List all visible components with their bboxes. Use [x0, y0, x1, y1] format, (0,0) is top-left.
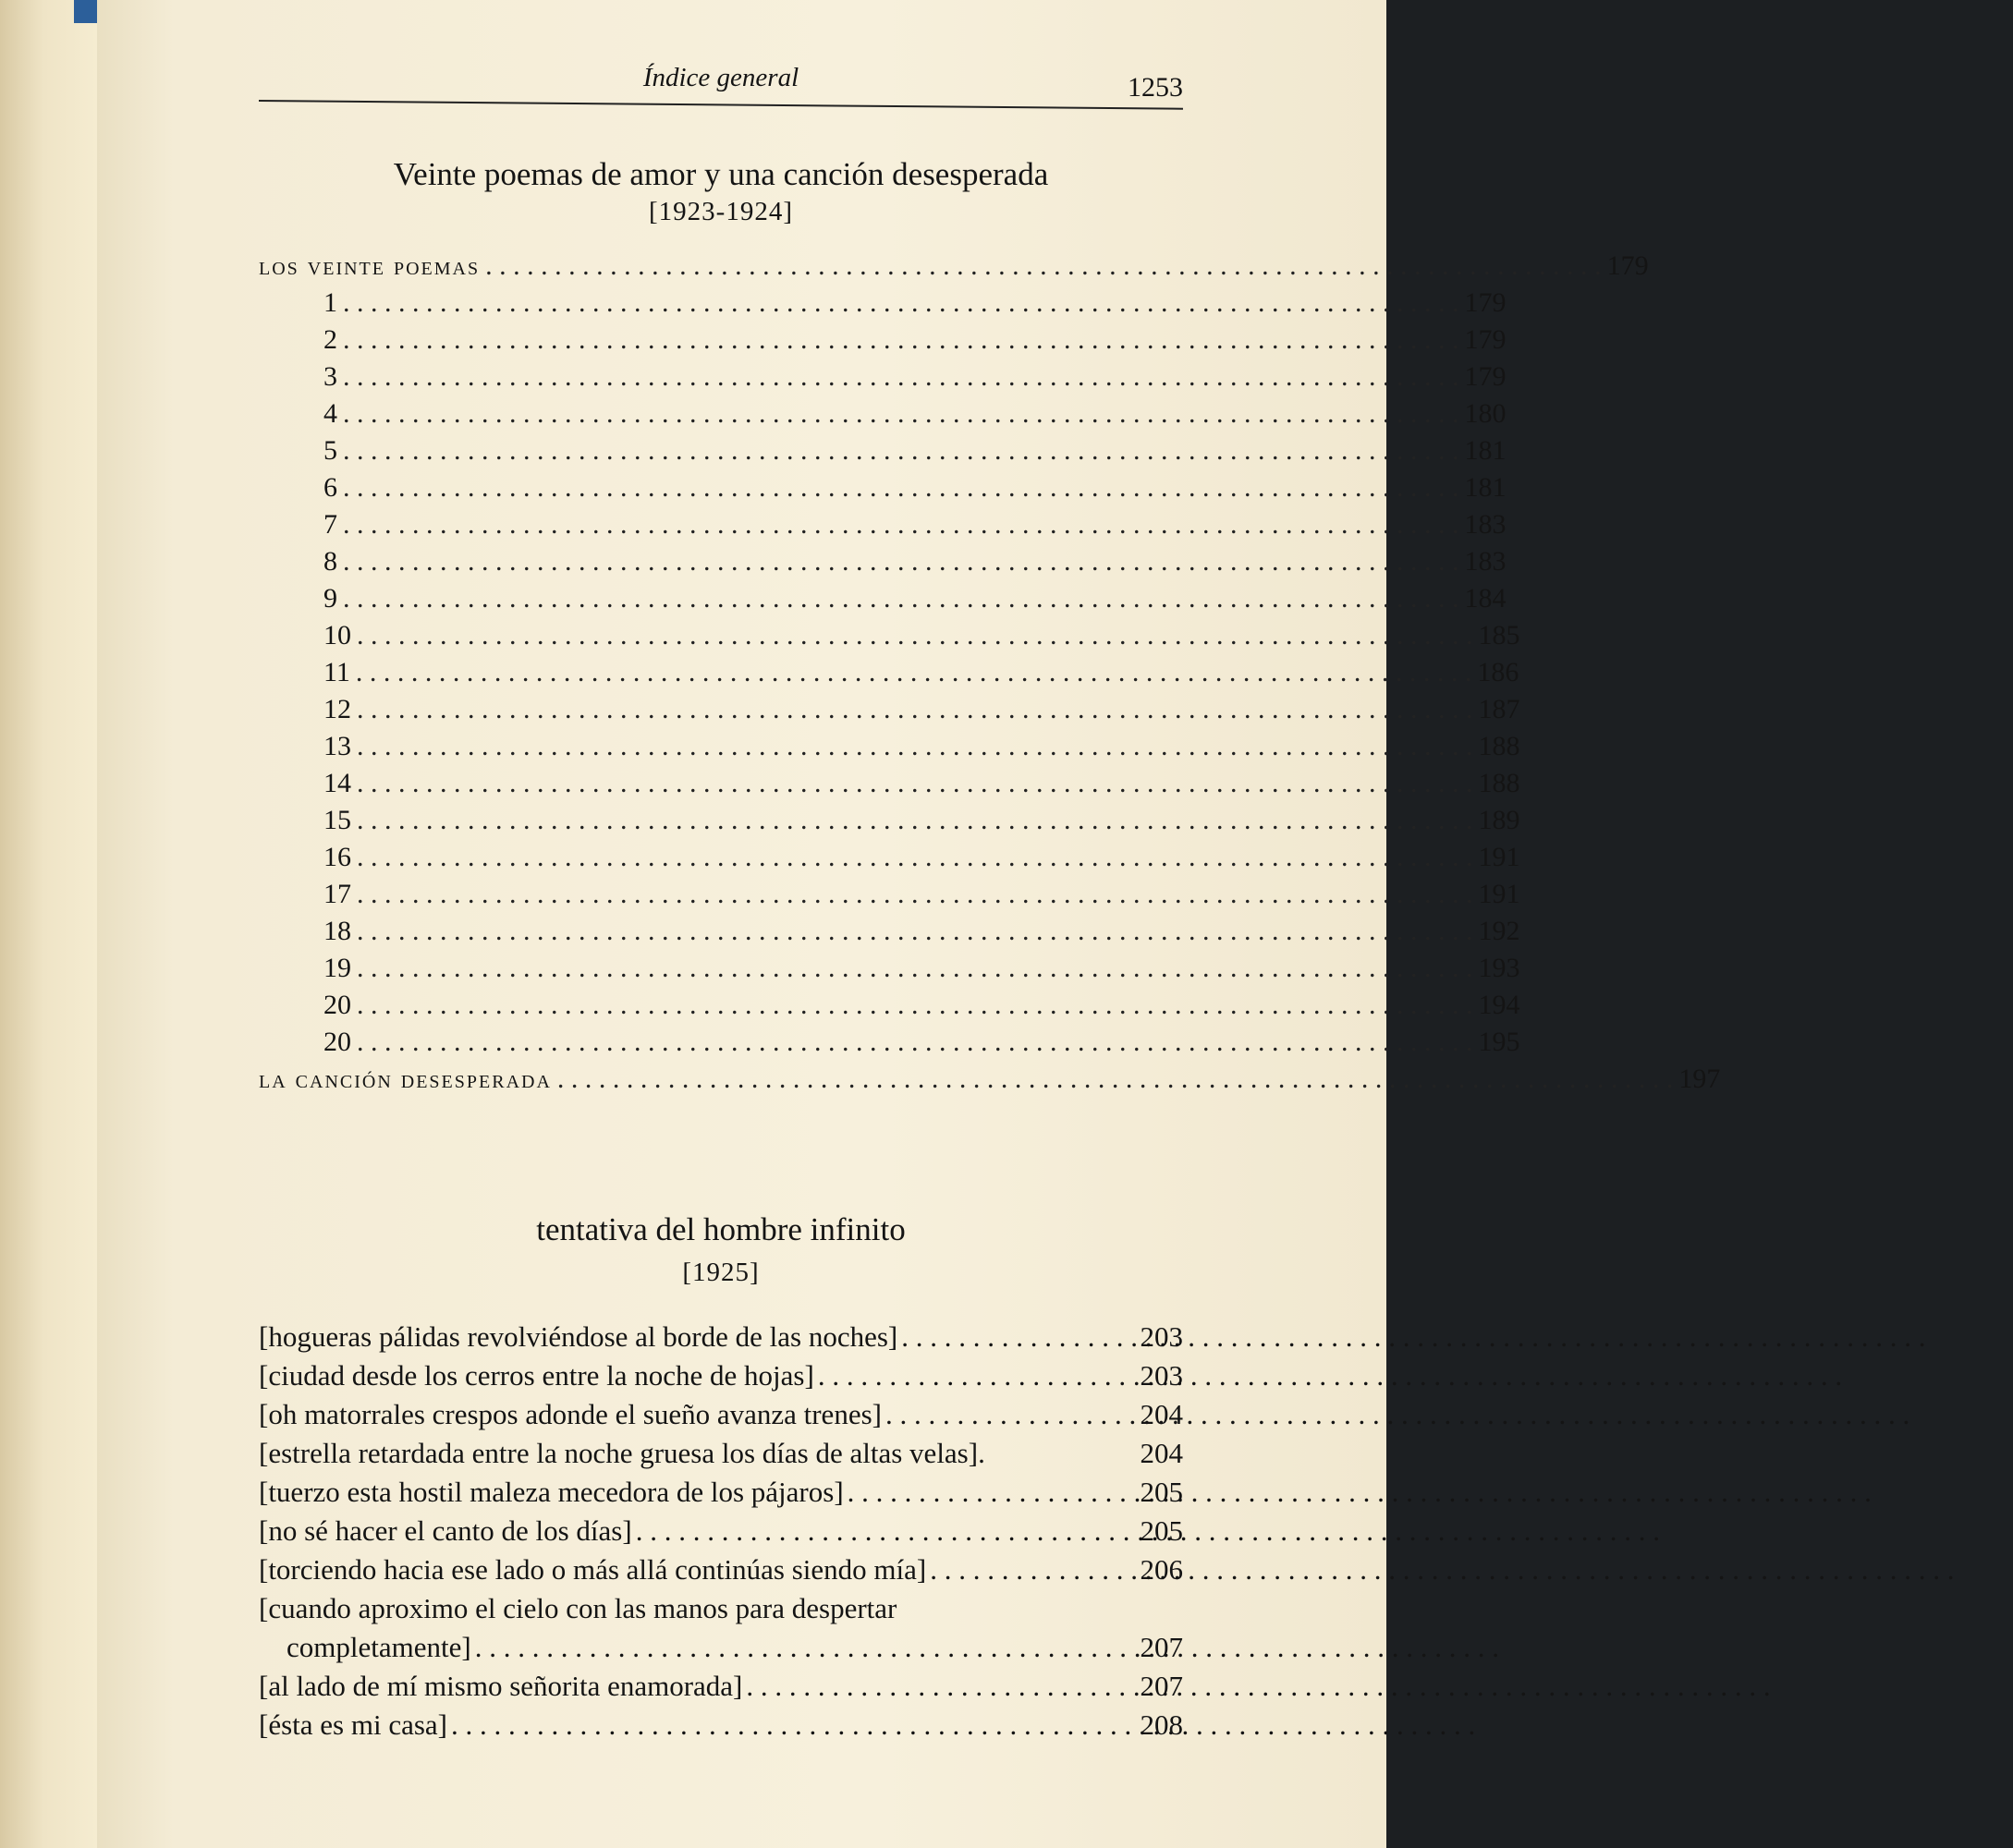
toc-entry — [259, 1628, 1183, 1667]
toc-entry — [259, 506, 1507, 543]
toc-page: 179 — [1464, 324, 1507, 355]
section-tentativa — [259, 1210, 1183, 1745]
dot-leader — [357, 839, 1473, 876]
toc-page: 207 — [1140, 1670, 1183, 1702]
toc-entry — [259, 395, 1507, 432]
toc-page: 204 — [1140, 1398, 1183, 1430]
toc-label: 14 — [323, 768, 351, 798]
toc-entry — [259, 654, 1519, 691]
toc-entry — [259, 913, 1520, 950]
dot-leader — [357, 913, 1473, 950]
toc-page: 197 — [1678, 1064, 1721, 1094]
dot-leader — [357, 876, 1473, 913]
dot-leader — [357, 1024, 1473, 1061]
toc-label: la canción desesperada — [259, 1065, 552, 1094]
toc-page: 208 — [1140, 1708, 1183, 1741]
dot-leader — [475, 1628, 1137, 1667]
dot-leader — [343, 543, 1459, 580]
toc-entry — [259, 617, 1520, 654]
dot-leader — [343, 469, 1459, 506]
toc-label: 15 — [323, 805, 351, 835]
toc-label: [al lado de mí mismo señorita enamorada] — [259, 1670, 743, 1702]
toc-page: 179 — [1606, 250, 1649, 281]
toc-label: 4 — [323, 398, 337, 429]
toc-entry — [259, 285, 1507, 322]
dot-leader — [357, 950, 1473, 987]
toc-entry — [259, 876, 1520, 913]
toc-entry — [259, 691, 1520, 728]
toc-page: 195 — [1478, 1027, 1520, 1057]
toc-label: 3 — [323, 361, 337, 392]
toc-page: 192 — [1478, 916, 1520, 946]
toc-entry-song — [259, 1061, 1721, 1098]
toc-entry — [259, 580, 1507, 617]
toc-page: 191 — [1478, 879, 1520, 909]
page-number: 1253 — [1128, 72, 1183, 103]
toc-entry — [259, 1356, 1183, 1395]
toc-entry — [259, 1706, 1183, 1745]
toc-page: 207 — [1140, 1631, 1183, 1663]
toc-label: 19 — [323, 953, 351, 983]
toc-label: 1 — [323, 287, 337, 318]
toc-page: 179 — [1464, 287, 1507, 318]
toc-label: 17 — [323, 879, 351, 909]
toc-entry — [259, 987, 1520, 1024]
toc-page: 205 — [1140, 1514, 1183, 1547]
section-years: [1923-1924] — [649, 197, 793, 226]
dot-leader — [343, 322, 1459, 359]
toc-entry — [259, 1024, 1520, 1061]
toc-label: los veinte poemas — [259, 252, 481, 281]
toc-label: 20 — [323, 1027, 351, 1057]
book-page — [97, 0, 1721, 1848]
toc-page: 180 — [1464, 398, 1507, 429]
dot-leader — [343, 506, 1459, 543]
toc-label: 13 — [323, 731, 351, 761]
dot-leader — [357, 728, 1473, 765]
toc-page: 186 — [1477, 657, 1519, 687]
toc-label: 16 — [323, 842, 351, 872]
toc-page: 205 — [1140, 1476, 1183, 1508]
dot-leader — [485, 248, 1602, 285]
dot-leader — [357, 691, 1473, 728]
toc-page: 204 — [1140, 1437, 1183, 1469]
dot-leader — [343, 395, 1459, 432]
toc-label: 7 — [323, 509, 337, 540]
toc-entry — [259, 1318, 1183, 1356]
toc-entry — [259, 802, 1520, 839]
toc-page: 191 — [1478, 842, 1520, 872]
toc-entry — [259, 1473, 1183, 1512]
header-rule — [259, 100, 1183, 110]
toc-entry-group — [259, 248, 1649, 285]
toc-entry — [259, 839, 1520, 876]
toc-page: 203 — [1140, 1359, 1183, 1392]
toc-page: 188 — [1478, 768, 1520, 798]
toc-page: 194 — [1478, 990, 1520, 1020]
toc-page: 189 — [1478, 805, 1520, 835]
running-header — [259, 63, 1183, 103]
toc-label: 2 — [323, 324, 337, 355]
toc-entry — [259, 1667, 1183, 1706]
toc-label: [hogueras pálidas revolviéndose al borde de las noches] — [259, 1320, 898, 1353]
toc-entry — [259, 1395, 1183, 1434]
section-title: tentativa del hombre infinito — [536, 1211, 906, 1247]
toc-label: [ésta es mi casa] — [259, 1708, 447, 1741]
dot-leader — [557, 1061, 1674, 1098]
toc-label: 10 — [323, 620, 351, 650]
toc-page: 187 — [1478, 694, 1520, 724]
toc-label: 11 — [323, 657, 350, 687]
dot-leader — [357, 617, 1473, 654]
toc-label: 20 — [323, 990, 351, 1020]
dot-leader — [356, 654, 1472, 691]
section-title: Veinte poemas de amor y una canción desesperada — [393, 156, 1049, 192]
toc-label: [ciudad desde los cerros entre la noche de hojas] — [259, 1359, 814, 1392]
dot-leader — [930, 1550, 1136, 1589]
toc-page: 179 — [1464, 361, 1507, 392]
toc-label: [tuerzo esta hostil maleza mecedora de los pájaros] — [259, 1476, 844, 1508]
toc-label: 5 — [323, 435, 337, 466]
dot-leader — [343, 285, 1459, 322]
dot-leader — [343, 432, 1459, 469]
toc-entry — [259, 432, 1507, 469]
dot-leader — [343, 359, 1459, 395]
toc-page: 203 — [1140, 1320, 1183, 1353]
running-header-title: Índice general — [642, 63, 799, 92]
dot-leader — [746, 1667, 1136, 1706]
dot-leader — [451, 1706, 1137, 1745]
book-spine-shadow — [0, 0, 97, 1848]
dot-leader — [357, 802, 1473, 839]
dot-leader — [818, 1356, 1137, 1395]
dot-leader — [357, 987, 1473, 1024]
toc-entry — [259, 1434, 1183, 1473]
dot-leader — [901, 1318, 1136, 1356]
toc-page: 183 — [1464, 509, 1507, 540]
dot-leader — [885, 1395, 1137, 1434]
toc-label: [oh matorrales crespos adonde el sueño avanza trenes] — [259, 1398, 882, 1430]
toc-entry — [259, 469, 1507, 506]
toc-page: 188 — [1478, 731, 1520, 761]
toc-label: completamente] — [287, 1631, 471, 1663]
toc-entry — [259, 950, 1520, 987]
toc-label: 6 — [323, 472, 337, 503]
toc-label: 9 — [323, 583, 337, 614]
toc-entry — [259, 1512, 1183, 1550]
section-veinte-poemas — [259, 155, 1721, 1098]
toc-entry — [259, 1550, 1183, 1589]
toc-entry — [259, 728, 1520, 765]
toc-page: 184 — [1464, 583, 1507, 614]
toc-entry — [259, 359, 1507, 395]
toc-page: 206 — [1140, 1553, 1183, 1586]
dot-leader — [357, 765, 1473, 802]
toc-label: [estrella retardada entre la noche gruesa los días de altas velas]. — [259, 1437, 985, 1469]
dot-leader — [636, 1512, 1137, 1550]
toc-entry — [259, 543, 1507, 580]
toc-page: 181 — [1464, 472, 1507, 503]
toc-label: [no sé hacer el canto de los días] — [259, 1514, 632, 1547]
toc-page: 185 — [1478, 620, 1520, 650]
dot-leader — [343, 580, 1459, 617]
toc-label: 8 — [323, 546, 337, 577]
toc-page: 193 — [1478, 953, 1520, 983]
toc-entry — [259, 322, 1507, 359]
toc-label: 18 — [323, 916, 351, 946]
toc-entry-line1: [cuando aproximo el cielo con las manos para despertar — [259, 1592, 897, 1624]
toc-page: 183 — [1464, 546, 1507, 577]
toc-label: [torciendo hacia ese lado o más allá continúas siendo mía] — [259, 1553, 927, 1586]
dot-leader — [848, 1473, 1137, 1512]
section-years: [1925] — [682, 1258, 760, 1287]
toc-label: 12 — [323, 694, 351, 724]
toc-entry — [259, 765, 1520, 802]
toc-page: 181 — [1464, 435, 1507, 466]
